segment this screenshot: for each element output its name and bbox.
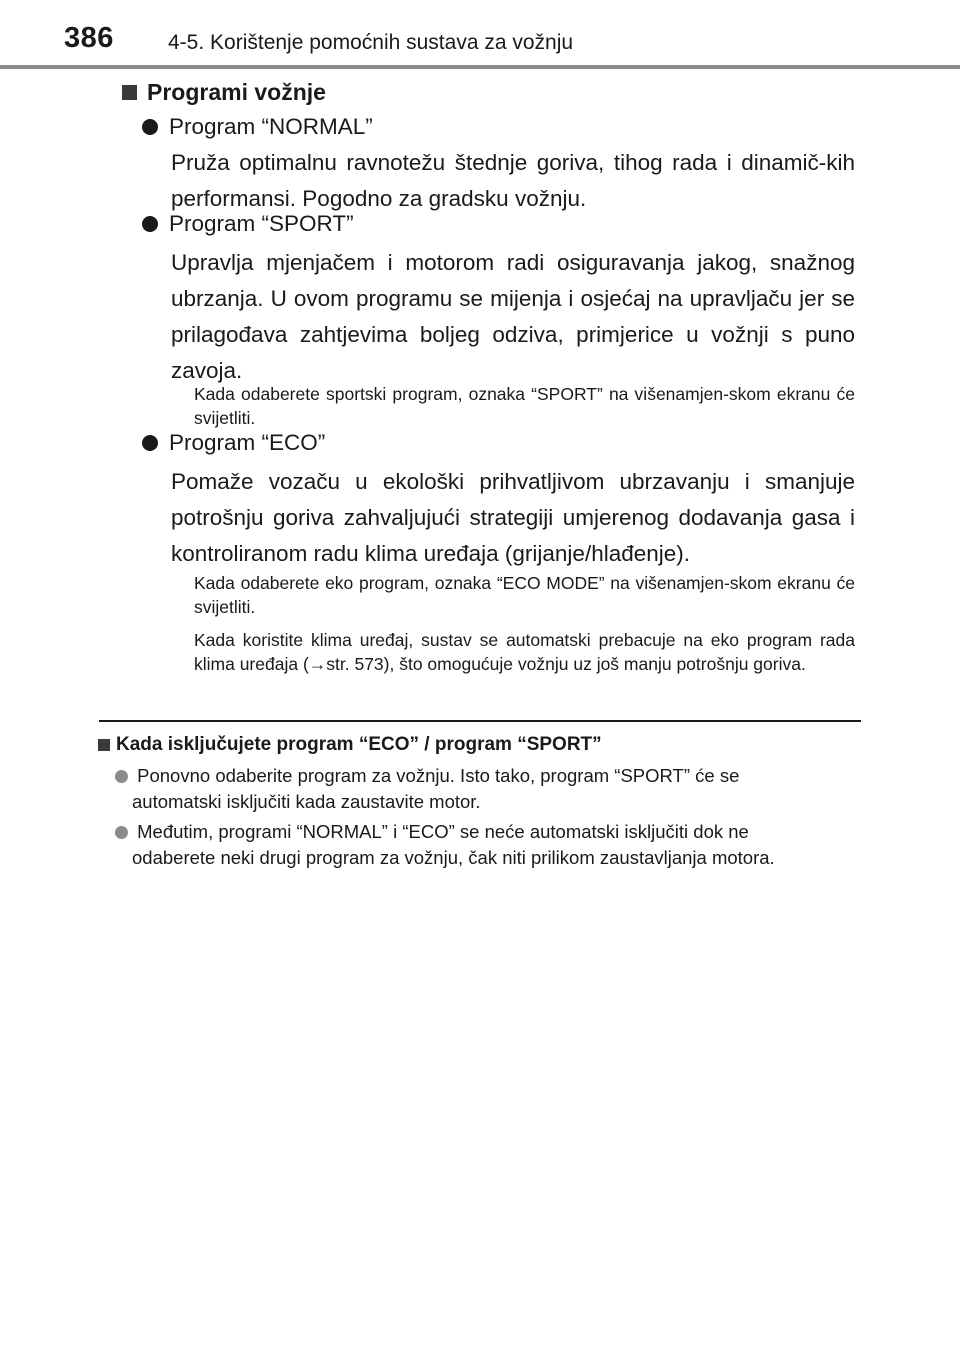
chapter-title: 4-5. Korištenje pomoćnih sustava za vožnju <box>168 31 574 54</box>
mode-heading-normal <box>142 114 373 140</box>
mode-label: Program “ECO” <box>169 430 326 455</box>
mode-label: Program “NORMAL” <box>169 114 373 139</box>
info-item-first-line: Međutim, programi “NORMAL” i “ECO” se neće automatski isključiti dok ne <box>137 821 749 842</box>
mode-description-eco: Pomaže vozaču u ekološki prihvatljivom ubrzavanju i smanjuje potrošnju goriva zahvaljujući strategiji umjerenog dodavanja gasa i kontroliranom radu klima uređaja (grijanje/hlađenje). <box>171 469 855 566</box>
page-number: 386 <box>64 22 114 54</box>
info-item-continuation: automatski isključiti kada zaustavite motor. <box>132 791 481 812</box>
circle-bullet-icon <box>115 826 128 839</box>
section-heading <box>122 79 326 106</box>
mode-description-sport: Upravlja mjenjačem i motorom radi osiguravanja jakog, snažnog ubrzanja. U ovom programu se mijenja i osjećaj na upravljaču jer se prilagođava zahtjevima boljeg odziva, primjerice u vožnji s puno zavoja. <box>171 250 855 383</box>
square-bullet-icon <box>98 739 110 751</box>
info-heading <box>98 734 602 756</box>
info-title: Kada isključujete program “ECO” / program “SPORT” <box>116 734 602 755</box>
circle-bullet-icon <box>142 119 158 135</box>
circle-bullet-icon <box>142 216 158 232</box>
info-item-continuation: odaberete neki drugi program za vožnju, čak niti prilikom zaustavljanja motora. <box>132 847 775 868</box>
mode-description-normal: Pruža optimalnu ravnotežu štednje goriva, tihog rada i dinamič-kih performansi. Pogodno za gradsku vožnju. <box>171 150 855 211</box>
mode-heading-sport <box>142 211 354 237</box>
circle-bullet-icon <box>115 770 128 783</box>
info-item-first-line: Ponovno odaberite program za vožnju. Isto tako, program “SPORT” će se <box>137 765 740 786</box>
section-title: Programi vožnje <box>147 79 326 105</box>
mode-heading-eco <box>142 430 325 456</box>
mode-label: Program “SPORT” <box>169 211 354 236</box>
note-sport: Kada odaberete sportski program, oznaka “SPORT” na višenamjen-skom ekranu će svijetliti. <box>194 384 855 428</box>
circle-bullet-icon <box>142 435 158 451</box>
note-eco-climate: Kada koristite klima uređaj, sustav se automatski prebacuje na eko program rada klima uređaja (→str. 573), što omogućuje vožnju uz još manju potrošnju goriva. <box>194 630 855 674</box>
section-divider <box>99 720 861 722</box>
info-item <box>115 763 861 815</box>
note-eco-display: Kada odaberete eko program, oznaka “ECO MODE” na višenamjen-skom ekranu će svijetliti. <box>194 573 855 617</box>
info-item <box>115 819 861 871</box>
square-bullet-icon <box>122 85 137 100</box>
header-divider <box>0 65 960 69</box>
